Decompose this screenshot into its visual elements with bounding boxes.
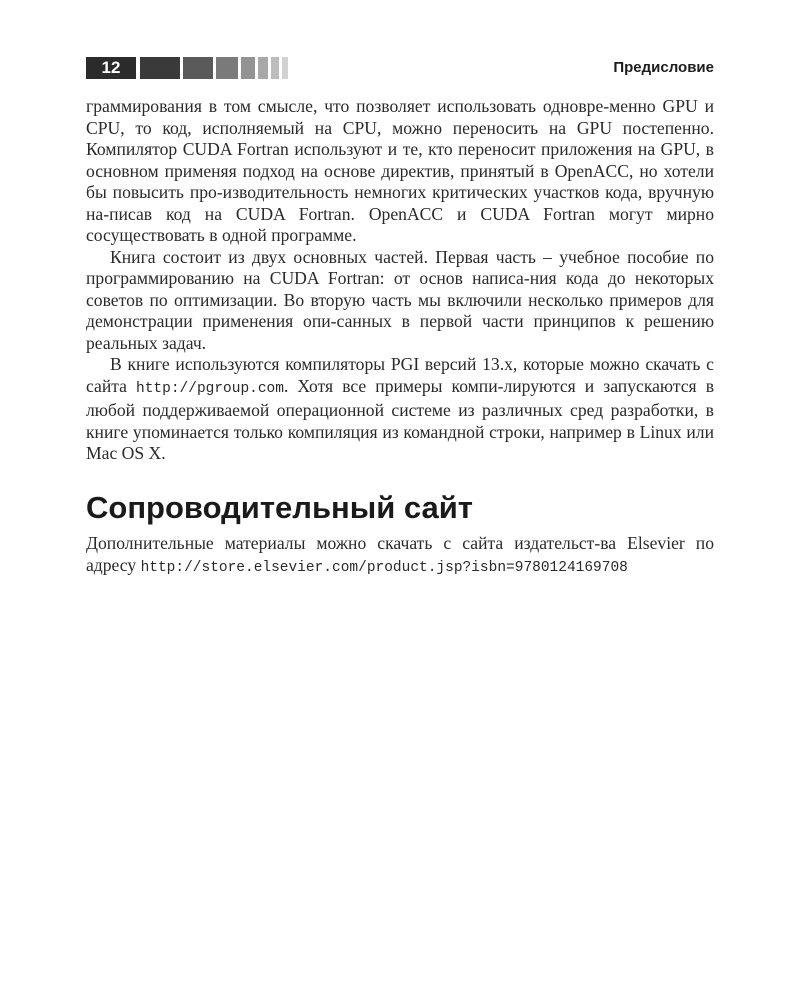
header-bar-2: [183, 57, 213, 79]
paragraph-3-start: В книге используются компиляторы PGI версий 13.x, которые можно скачать с сайта: [86, 354, 714, 396]
pgroup-url: http://pgroup.com: [136, 380, 284, 397]
header-bar-4: [241, 57, 255, 79]
section-paragraph: [86, 533, 714, 579]
paragraph-3-end: . Хотя все примеры компи-лируются и запускаются в любой поддерживаемой операционной системе из различных сред разработки, в книге упоминается только компиляция из командной строки, например в Linux или Mac OS X.: [86, 375, 715, 463]
body-text: [86, 96, 714, 465]
running-header: [86, 57, 714, 79]
elsevier-url: http://store.elsevier.com/product.jsp?isbn=9780124169708: [140, 559, 628, 576]
running-title: Предисловие: [613, 59, 714, 76]
header-bar-3: [216, 57, 238, 79]
header-bar-7: [282, 57, 288, 79]
paragraph-1: граммирования в том смысле, что позволяет использовать одновре-менно GPU и CPU, то код, исполняемый на CPU, можно переносить на GPU постепенно. Компилятор CUDA Fortran используют и те, кто переносит приложения на GPU, в основном применяя подход на основе директив, принятый в OpenACC, но хотели бы повысить про-изводительность немногих критических участков кода, вручную на-писав код на CUDA Fortran. OpenACC и CUDA Fortran могут мирно сосуществовать в одной программе.: [86, 96, 714, 245]
section-heading: Сопроводительный сайт: [86, 490, 473, 525]
header-bar-1: [140, 57, 180, 79]
paragraph-3: [86, 354, 714, 465]
paragraph-2: Книга состоит из двух основных частей. Первая часть – учебное пособие по программированию на CUDA Fortran: от основ написа-ния кода до некоторых советов по оптимизации. Во вторую часть мы включили несколько примеров для демонстрации применения опи-санных в первой части принципов к решению реальных задач.: [86, 246, 714, 353]
page-number: 12: [86, 57, 136, 79]
header-bar-5: [258, 57, 268, 79]
section-paragraph-text: Дополнительные материалы можно скачать с сайта издательст-ва Elsevier по адресу: [86, 533, 714, 575]
header-bar-6: [271, 57, 279, 79]
